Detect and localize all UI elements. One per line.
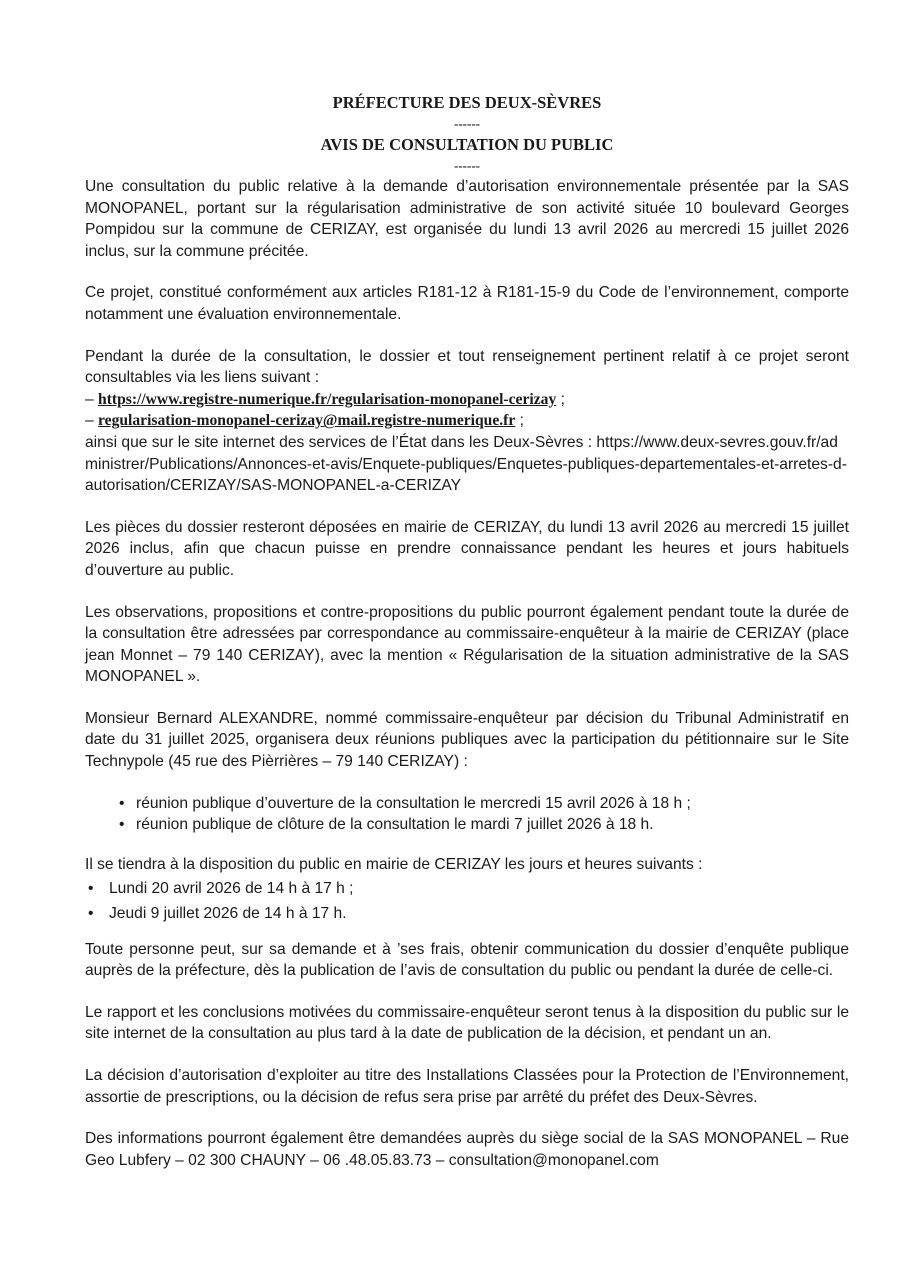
bullet-icon: • xyxy=(88,905,94,923)
commissioner-paragraph: Monsieur Bernard ALEXANDRE, nommé commissaire-enquêteur par décision du Tribunal Administratif en date du 31 juillet 2025, organisera deux réunions publiques avec la participation du pétitionnaire sur le Site Technypole (45 rue des Pièrrières – 79 140 CERIZAY) : xyxy=(85,709,849,771)
decision-paragraph: La décision d’autorisation d’exploiter au titre des Installations Classées pour la Protection de l’Environnement, assortie de prescriptions, ou la décision de refus sera prise par arrêté du préfet des Deux-Sèvres. xyxy=(85,1067,849,1106)
bullet-icon: • xyxy=(88,880,94,898)
link-dash: – xyxy=(85,390,99,408)
office-hours-list xyxy=(85,878,849,924)
subtitle-separator: ------ xyxy=(454,158,480,173)
meeting-text: réunion publique de clôture de la consultation le mardi 7 juillet 2026 à 18 h. xyxy=(136,816,654,834)
link-suffix: ; xyxy=(556,390,565,408)
documents-paragraph: Les pièces du dossier resteront déposées en mairie de CERIZAY, du lundi 13 avril 2026 au mercredi 15 juillet 2026 inclus, afin que chacun puisse en prendre connaissance pendant les heures et jours habituels d’ouverture au public. xyxy=(85,518,849,579)
links-section xyxy=(85,346,849,497)
office-hours-intro: Il se tiendra à la disposition du public en mairie de CERIZAY les jours et heures suivants : xyxy=(85,855,703,873)
notice-subtitle: AVIS DE CONSULTATION DU PUBLIC xyxy=(320,135,614,154)
communication-paragraph: Toute personne peut, sur sa demande et à ’ses frais, obtenir communication du dossier d’enquête publique auprès de la préfecture, dès la publication de l’avis de consultation du public ou pendant la durée de celle-ci. xyxy=(85,940,849,980)
project-paragraph: Ce projet, constitué conformément aux articles R181-12 à R181-15-9 du Code de l’environnement, comporte notamment une évaluation environnementale. xyxy=(85,284,849,323)
links-intro: Pendant la durée de la consultation, le dossier et tout renseignement pertinent relatif à ce projet seront consultables via les liens suivant : xyxy=(85,347,849,387)
link-line-1 xyxy=(85,389,849,411)
title-separator: ------ xyxy=(454,116,480,131)
link-dash: – xyxy=(85,412,99,430)
list-item xyxy=(85,903,849,925)
intro-paragraph: Une consultation du public relative à la demande d’autorisation environnementale présentée par la SAS MONOPANEL, portant sur la régularisation administrative de son activité située 10 boulevard Georges Pompidou sur la commune de CERIZAY, est organisée du lundi 13 avril 2026 au mercredi 15 juillet 2026 inclus, sur la commune précitée. xyxy=(85,178,849,260)
contact-paragraph: Des informations pourront également être demandées auprès du siège social de la SAS MONOPANEL – Rue Geo Lubfery – 02 300 CHAUNY – 06 .48.05.83.73 – consultation@monopanel.com xyxy=(85,1130,849,1169)
list-item xyxy=(85,814,849,836)
public-meetings-list xyxy=(85,793,849,836)
list-item xyxy=(85,878,849,900)
notice-document xyxy=(85,92,849,1191)
bullet-icon: • xyxy=(119,816,125,834)
meeting-text: réunion publique d’ouverture de la consultation le mercredi 15 avril 2026 à 18 h ; xyxy=(136,794,691,812)
report-paragraph: Le rapport et les conclusions motivées du commissaire-enquêteur seront tenus à la disposition du public sur le site internet de la consultation au plus tard à la date de publication de la décision, et pendant un an. xyxy=(85,1003,849,1043)
bullet-icon: • xyxy=(119,794,125,812)
observations-paragraph: Les observations, propositions et contre-propositions du public pourront également pendant toute la durée de la consultation être adressées par correspondance au commissaire-enquêteur à la mairie de CERIZAY (place jean Monnet – 79 140 CERIZAY), avec la mention « Régularisation de la situation administrative de la SAS MONOPANEL ». xyxy=(85,603,849,686)
registry-url-link[interactable]: https://www.registre-numerique.fr/regularisation-monopanel-cerizay xyxy=(98,390,557,408)
state-website-paragraph: ainsi que sur le site internet des services de l’État dans les Deux-Sèvres : https://www.deux-sevres.gouv.fr/administrer/Publications/Annonces-et-avis/Enquete-publiques/Enquetes-publiques-departementales-et-arretes-d-autorisation/CERIZAY/SAS-MONOPANEL-a-CERIZAY xyxy=(85,433,847,495)
office-hours-text: Jeudi 9 juillet 2026 de 14 h à 17 h. xyxy=(109,905,347,923)
office-hours-text: Lundi 20 avril 2026 de 14 h à 17 h ; xyxy=(109,880,354,898)
list-item xyxy=(85,793,849,815)
link-suffix: ; xyxy=(515,412,524,430)
registry-email-link[interactable]: regularisation-monopanel-cerizay@mail.registre-numerique.fr xyxy=(98,412,516,430)
prefecture-title: PRÉFECTURE DES DEUX-SÈVRES xyxy=(332,93,602,112)
link-line-2 xyxy=(85,410,849,432)
